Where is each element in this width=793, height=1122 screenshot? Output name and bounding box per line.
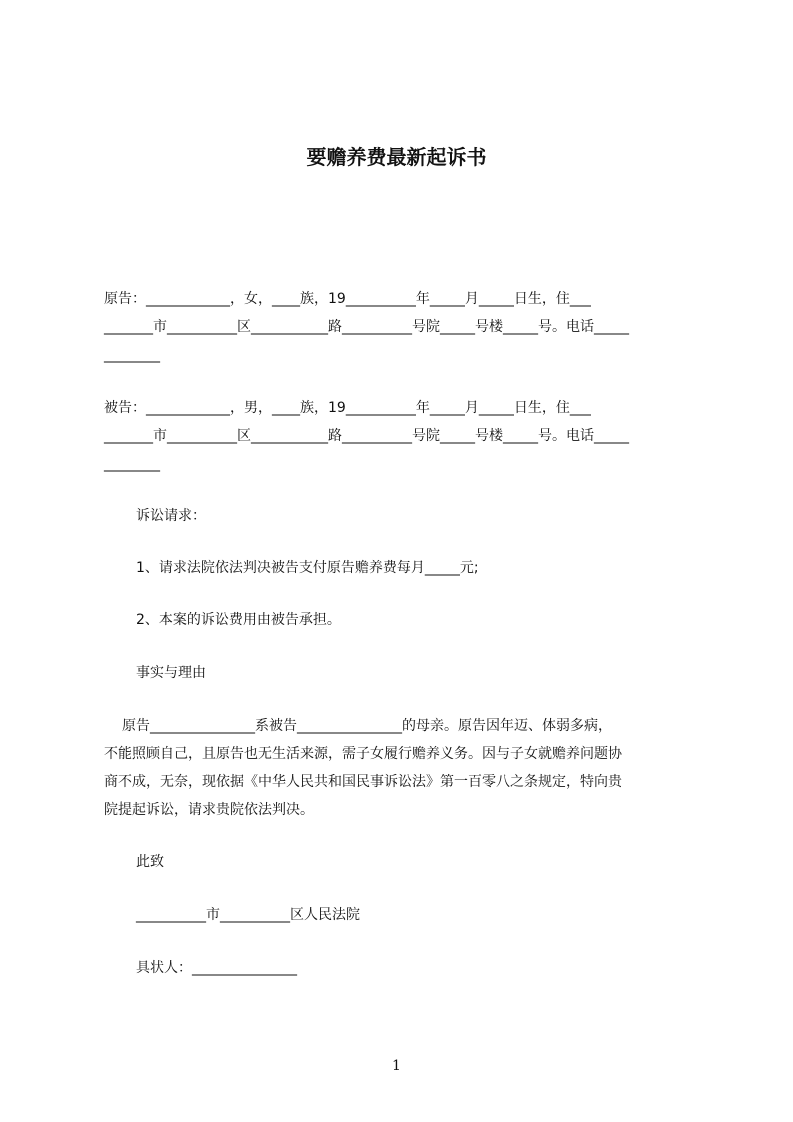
court-name: __________市__________区人民法院 (136, 907, 360, 923)
plaintiff-line-1: 原告：____________，女，____族，19__________年_____月_____日生，住___ (104, 291, 591, 307)
salutation: 此致 (136, 854, 164, 870)
plaintiff-line-3: ________ (104, 347, 160, 363)
claim-item-1: 1、请求法院依法判决被告支付原告赡养费每月_____元; (136, 560, 479, 576)
facts-heading: 事实与理由 (136, 665, 206, 681)
facts-line-4: 院提起诉讼，请求贵院依法判决。 (104, 802, 314, 818)
facts-line-3: 商不成，无奈，现依据《中华人民共和国民事诉讼法》第一百零八之条规定，特向贵 (104, 774, 622, 790)
facts-line-2: 不能照顾自己，且原告也无生活来源，需子女履行赡养义务。因与子女就赡养问题协 (104, 746, 622, 762)
page-number: 1 (392, 1058, 401, 1074)
facts-line-1: 原告_______________系被告_______________的母亲。原告因年迈、体弱多病， (122, 718, 612, 734)
signer-line: 具状人：_______________ (136, 960, 297, 976)
plaintiff-line-2: _______市__________区___________路__________号院_____号楼_____号。电话_____ (104, 319, 629, 335)
defendant-line-2: _______市__________区___________路__________号院_____号楼_____号。电话_____ (104, 428, 629, 444)
claim-item-2: 2、本案的诉讼费用由被告承担。 (136, 612, 341, 628)
claims-heading: 诉讼请求： (136, 508, 206, 524)
defendant-line-3: ________ (104, 456, 160, 472)
defendant-line-1: 被告：____________，男，____族，19__________年_____月_____日生，住___ (104, 400, 591, 416)
document-title: 要赡养费最新起诉书 (306, 145, 487, 169)
